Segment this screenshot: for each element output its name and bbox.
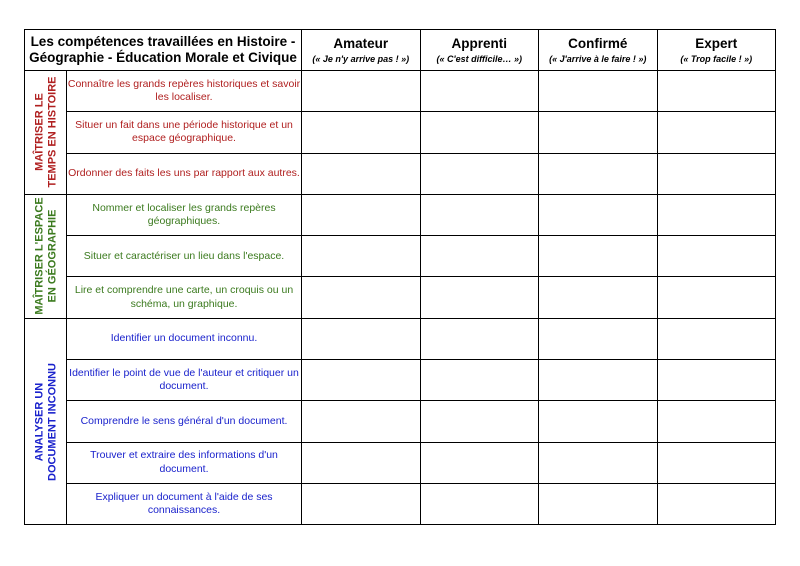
rating-cell[interactable] [539, 442, 658, 483]
rating-cell[interactable] [539, 112, 658, 153]
group-label-line1: MAÎTRISER L'ESPACE [33, 197, 45, 315]
level-name: Apprenti [451, 35, 508, 51]
level-name: Confirmé [568, 35, 628, 51]
table-title-line2: Géographie - Éducation Morale et Civique [29, 50, 297, 65]
level-header-confirme [539, 30, 658, 71]
rating-cell[interactable] [420, 236, 539, 277]
header-row [25, 30, 776, 71]
rating-cell[interactable] [539, 360, 658, 401]
skill-cell: Expliquer un document à l'aide de ses connaissances. [67, 483, 302, 524]
table-row [25, 71, 776, 112]
group-label-espace [33, 198, 58, 315]
table-row [25, 112, 776, 153]
level-quote: (« Trop facile ! ») [680, 53, 753, 64]
level-name: Expert [695, 35, 738, 51]
skill-cell: Comprendre le sens général d'un document. [67, 401, 302, 442]
level-header-apprenti [420, 30, 539, 71]
rating-cell[interactable] [539, 194, 658, 235]
group-label-line2: TEMPS EN HISTOIRE [45, 76, 58, 188]
rating-cell[interactable] [657, 318, 776, 359]
level-quote: (« C'est difficile… ») [436, 53, 523, 64]
rating-cell[interactable] [302, 153, 421, 194]
rating-cell[interactable] [539, 483, 658, 524]
rating-cell[interactable] [657, 153, 776, 194]
group-label-line1: MAÎTRISER LE [33, 93, 45, 172]
rating-cell[interactable] [420, 360, 539, 401]
rating-cell[interactable] [420, 112, 539, 153]
rating-cell[interactable] [302, 194, 421, 235]
level-header-expert [657, 30, 776, 71]
rating-cell[interactable] [420, 318, 539, 359]
competence-grid [24, 29, 776, 525]
rating-cell[interactable] [302, 360, 421, 401]
rating-cell[interactable] [420, 194, 539, 235]
rating-cell[interactable] [539, 401, 658, 442]
rating-cell[interactable] [657, 112, 776, 153]
table-row [25, 318, 776, 359]
skill-cell: Situer et caractériser un lieu dans l'espace. [67, 236, 302, 277]
skill-cell: Connaître les grands repères historiques et savoir les localiser. [67, 71, 302, 112]
level-name: Amateur [333, 35, 389, 51]
rating-cell[interactable] [302, 277, 421, 318]
group-label-cell-temps [25, 71, 67, 195]
rating-cell[interactable] [657, 236, 776, 277]
rating-cell[interactable] [539, 236, 658, 277]
rating-cell[interactable] [420, 277, 539, 318]
table-row [25, 153, 776, 194]
table-row [25, 360, 776, 401]
group-label-line2: EN GÉOGRAPHIE [45, 209, 58, 303]
rating-cell[interactable] [420, 401, 539, 442]
rating-cell[interactable] [539, 277, 658, 318]
skill-cell: Situer un fait dans une période historique et un espace géographique. [67, 112, 302, 153]
skill-cell: Nommer et localiser les grands repères géographiques. [67, 194, 302, 235]
rating-cell[interactable] [302, 236, 421, 277]
rating-cell[interactable] [302, 112, 421, 153]
skill-cell: Lire et comprendre une carte, un croquis ou un schéma, un graphique. [67, 277, 302, 318]
skill-cell: Trouver et extraire des informations d'un document. [67, 442, 302, 483]
table-row [25, 442, 776, 483]
rating-cell[interactable] [539, 153, 658, 194]
group-label-cell-document [25, 318, 67, 524]
rating-cell[interactable] [302, 401, 421, 442]
rating-cell[interactable] [420, 483, 539, 524]
level-quote: (« Je n'y arrive pas ! ») [312, 53, 410, 64]
group-label-line1: ANALYSER UN [33, 382, 45, 461]
rating-cell[interactable] [657, 483, 776, 524]
skill-cell: Identifier le point de vue de l'auteur et critiquer un document. [67, 360, 302, 401]
table-row [25, 236, 776, 277]
rating-cell[interactable] [302, 318, 421, 359]
table-title [25, 30, 302, 71]
table-row [25, 401, 776, 442]
rating-cell[interactable] [420, 71, 539, 112]
table-title-line1: Les compétences travaillées en Histoire - [30, 34, 296, 49]
skill-cell: Identifier un document inconnu. [67, 318, 302, 359]
rating-cell[interactable] [420, 153, 539, 194]
rating-cell[interactable] [539, 71, 658, 112]
table-row [25, 277, 776, 318]
table-row [25, 483, 776, 524]
rating-cell[interactable] [302, 442, 421, 483]
rating-cell[interactable] [657, 277, 776, 318]
rating-cell[interactable] [420, 442, 539, 483]
rating-cell[interactable] [657, 442, 776, 483]
rating-cell[interactable] [302, 483, 421, 524]
rating-cell[interactable] [302, 71, 421, 112]
group-label-temps [33, 77, 58, 188]
level-quote: (« J'arrive à le faire ! ») [549, 53, 647, 64]
rating-cell[interactable] [657, 194, 776, 235]
rating-cell[interactable] [657, 360, 776, 401]
table-row [25, 194, 776, 235]
skill-cell: Ordonner des faits les uns par rapport aux autres. [67, 153, 302, 194]
rating-cell[interactable] [657, 401, 776, 442]
level-header-amateur [302, 30, 421, 71]
group-label-line2: DOCUMENT INCONNU [45, 362, 58, 481]
rating-cell[interactable] [539, 318, 658, 359]
group-label-cell-espace [25, 194, 67, 318]
rating-cell[interactable] [657, 71, 776, 112]
group-label-document [33, 363, 58, 481]
